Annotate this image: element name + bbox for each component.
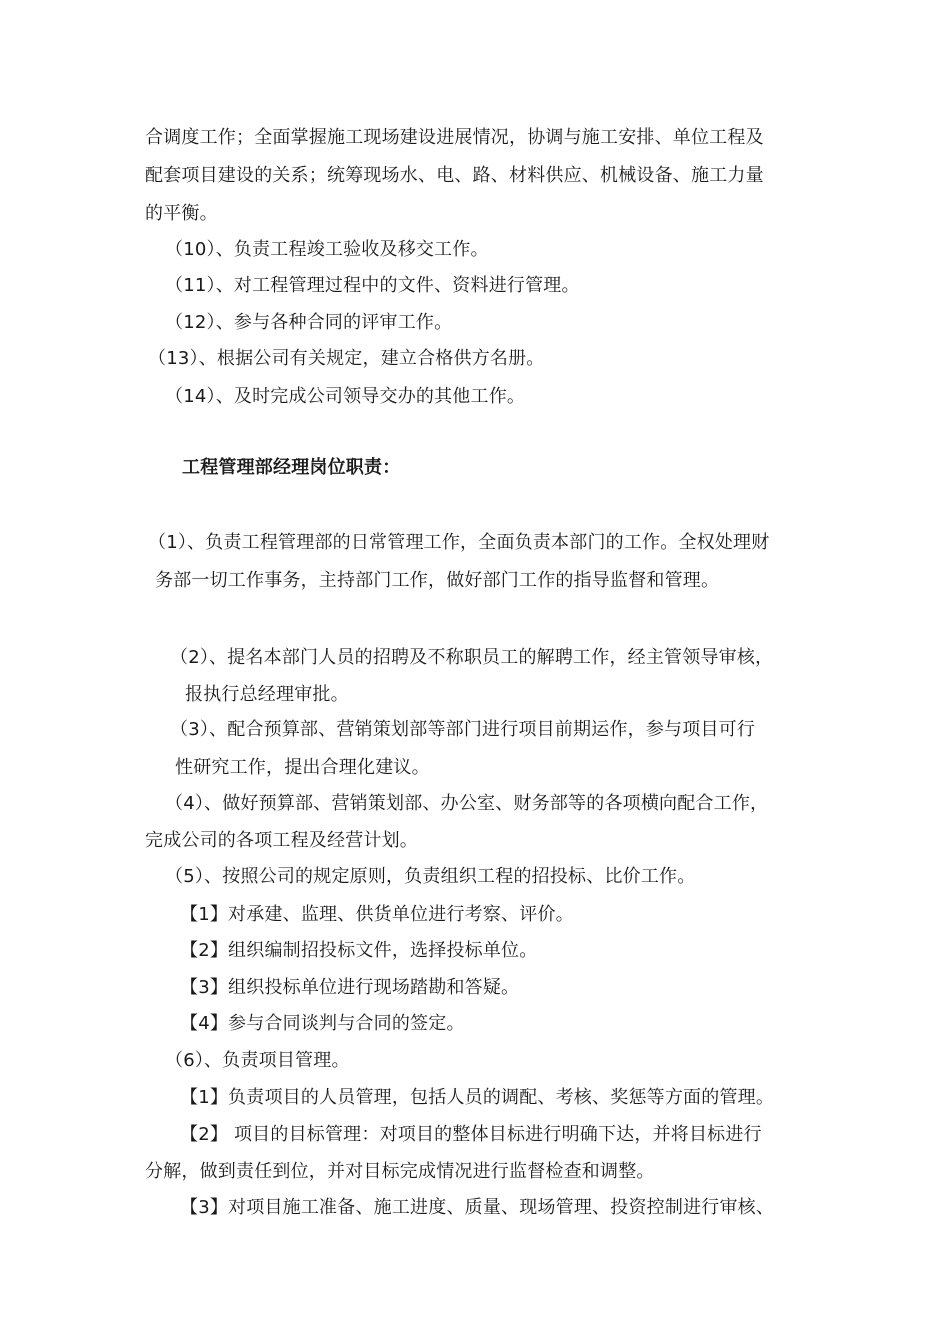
sub-item-5-3: 【3】组织投标单位进行现场踏勘和答疑。 <box>180 977 520 998</box>
duty-item-2: （2）、提名本部门人员的招聘及不称职员工的解聘工作，经主管领导审核， <box>170 647 774 668</box>
duty-item-1: （1）、负责工程管理部的日常管理工作，全面负责本部门的工作。全权处理财 <box>148 532 770 553</box>
duty-item-6: （6）、负责项目管理。 <box>165 1050 350 1071</box>
duty-item-5: （5）、按照公司的规定原则，负责组织工程的招投标、比价工作。 <box>165 866 696 887</box>
list-item-14: （14）、及时完成公司领导交办的其他工作。 <box>165 386 526 407</box>
duty-item-2-cont: 报执行总经理审批。 <box>185 684 349 705</box>
text-line: 的平衡。 <box>145 203 218 224</box>
sub-item-6-3: 【3】对项目施工准备、施工进度、质量、现场管理、投资控制进行审核、 <box>180 1197 775 1218</box>
list-item-13: （13）、根据公司有关规定，建立合格供方名册。 <box>148 348 545 369</box>
sub-item-6-1: 【1】负责项目的人员管理，包括人员的调配、考核、奖惩等方面的管理。 <box>180 1087 775 1108</box>
sub-item-5-2: 【2】组织编制招投标文件，选择投标单位。 <box>180 940 538 961</box>
list-item-11: （11）、对工程管理过程中的文件、资料进行管理。 <box>165 275 580 296</box>
duty-item-3-cont: 性研究工作，提出合理化建议。 <box>175 757 430 778</box>
list-item-10: （10）、负责工程竣工验收及移交工作。 <box>165 239 489 260</box>
sub-item-6-2-cont: 分解，做到责任到位，并对目标完成情况进行监督检查和调整。 <box>145 1161 655 1182</box>
sub-item-5-1: 【1】对承建、监理、供货单位进行考察、评价。 <box>180 904 574 925</box>
text-line: 合调度工作；全面掌握施工现场建设进展情况，协调与施工安排、单位工程及 <box>145 127 764 148</box>
duty-item-4: （4）、做好预算部、营销策划部、办公室、财务部等的各项横向配合工作， <box>165 793 769 814</box>
text-line: 配套项目建设的关系；统筹现场水、电、路、材料供应、机械设备、施工力量 <box>145 165 764 186</box>
sub-item-6-2: 【2】 项目的目标管理：对项目的整体目标进行明确下达，并将目标进行 <box>180 1124 762 1145</box>
section-heading: 工程管理部经理岗位职责： <box>182 457 401 478</box>
duty-item-4-cont: 完成公司的各项工程及经营计划。 <box>145 830 418 851</box>
sub-item-5-4: 【4】参与合同谈判与合同的签定。 <box>180 1013 465 1034</box>
duty-item-1-cont: 务部一切工作事务，主持部门工作，做好部门工作的指导监督和管理。 <box>155 570 720 591</box>
list-item-12: （12）、参与各种合同的评审工作。 <box>165 312 453 333</box>
duty-item-3: （3）、配合预算部、营销策划部等部门进行项目前期运作，参与项目可行 <box>170 719 756 740</box>
